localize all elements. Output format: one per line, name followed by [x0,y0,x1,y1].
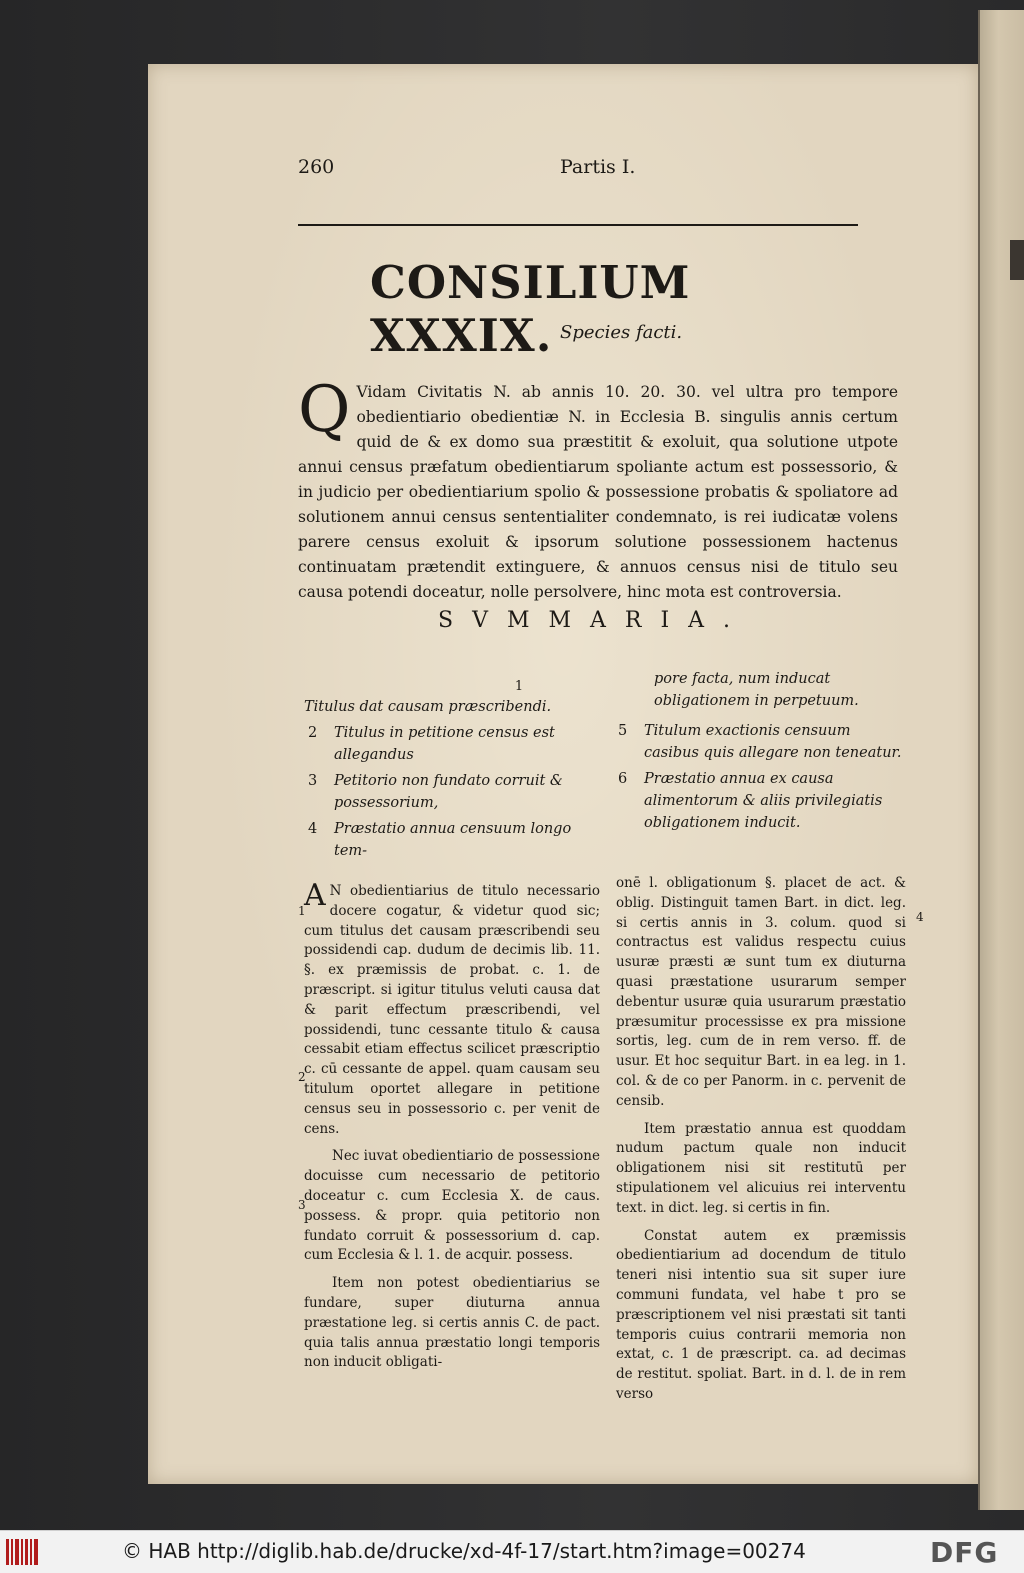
source-link[interactable]: © HAB http://diglib.hab.de/drucke/xd-4f-17/start.htm?image=00274 [122,1539,806,1563]
viewer-footer [0,1530,1024,1573]
page-number: 260 [298,156,335,178]
body-paragraph: onē l. obligationum §. placet de act. & oblig. Distinguit tamen Bart. in dict. leg. si certis annis in 3. colum. quod si contractus est validus respectu cuius usuræ præsti æ sunt tum ex diuturna quasi præstatione usurarum semper debentur usuræ quia usurarum præstatio præsumitur processisse ex pra missione sortis, leg. cum de in rem verso. ff. de usur. Et hoc sequitur Bart. in ea leg. in 1. col. & de co per Panorm. in c. pervenit de censib. [616,875,906,1109]
summary-continuation: pore facta, num inducat obligationem in perpetuum. [654,671,859,709]
body-paragraph: A N obedientiarius de titulo necessario docere cogatur, & videtur quod sic; cum titulus det causam præscribendi seu possidendi cap. dudum de decimis lib. 11. §. ex præmissis de probat. c. 1. de præscript. si igitur titulus veluti causa dat & parit effectum præscribendi, vel possidendi, tunc cessante titulo & causa cessabit etiam effectus scilicet præscriptio c. cū cessante de appel. quam causam seu titulum oportet allegare in petitione census seu in possessorio c. per venit de cens. [304,878,600,1137]
body-paragraph: Constat autem ex præmissis obedientiarium ad docendum de titulo teneri nisi intentio sua sit super iure communi fundata, vel habe t pro se præscriptionem vel nisi præstati sit tanti temporis cuius contrarii memoria non extat, c. 1 de præscript. ca. ad decimas de restitut. spoliat. Bart. in d. l. de in rem verso [616,1227,906,1402]
summary-item: 6 Præstatio annua ex causa alimentorum & aliis privilegiatis obligationem inducit. [618,771,883,831]
body-left-column [304,878,600,1381]
margin-number: 2 [298,1070,306,1084]
next-page-edge [978,10,1024,1510]
page-title: CONSILIUM XXXIX. [370,256,691,362]
summary-right-column [614,668,904,838]
summaria-heading: SVMMARIA. [438,608,750,633]
facti-paragraph [298,373,898,605]
running-head [298,152,868,182]
summary-item: 3 Petitorio non fundato corruit & possessorium, [308,773,563,811]
summary-item: 4 Præstatio annua censuum longo tem- [308,821,572,859]
drop-cap: Q [298,373,351,447]
book-page [148,64,978,1484]
summary-number: 1 [514,679,524,694]
margin-number: 1 [298,904,306,918]
margin-number: 4 [916,910,924,924]
species-facti: Species facti. [560,322,683,343]
summary-left-column [304,676,604,866]
body-paragraph: Item præstatio annua est quoddam nudum pactum quale non inducit obligationem nisi sit restitutū per stipulationem vel alicuius rei interventu text. in dict. leg. si certis in fin. [616,1120,906,1216]
margin-number: 3 [298,1198,306,1212]
dfg-logo: DFG [930,1536,999,1569]
running-title: Partis I. [560,156,636,178]
summary-item: 5 Titulum exactionis censuum casibus quis allegare non teneatur. [618,723,902,761]
facti-text: Vidam Civitatis N. ab annis 10. 20. 30. vel ultra pro tempore obedientiario obedientiæ N. in Ecclesia B. singulis annis certum quid de & ex domo sua præstitit & exoluit, qua solutione utpote annui census præfatum obedientiarum spoliante actum est possessorio, & in judicio per obedientiarium spolio & possessione probatis & spoliatore ad solutionem annui census sententialiter condemnato, is rei iudicatæ volens parere census exoluit & ipsorum solutione possessionem hactenus continuatam prætendit extinguere, & annuos census nisi de titulo seu causa potendi doceatur, nolle persolvere, hinc mota est controversia. [298,383,898,601]
head-rule [298,224,858,226]
body-paragraph: Item non potest obedientiarius se fundare, super diuturna annua præstatione leg. si certis annis C. de pact. quia talis annua præstatio longi temporis non inducit obligati- [304,1275,600,1371]
body-right-column [616,874,906,1413]
body-paragraph: Nec iuvat obedientiario de possessione docuisse cum necessario de petitorio doceatur c. cum Ecclesia X. de caus. possess. & propr. quia petitorio non fundato corruit & possessorium d. cap. cum Ecclesia & l. 1. de acquir. possess. [304,1148,600,1264]
initial-letter: A [304,878,326,913]
summary-item: Titulus dat causam præscribendi. [304,699,552,715]
summary-item: 2 Titulus in petitione census est allegandus [308,725,555,763]
hab-logo [6,1539,46,1565]
